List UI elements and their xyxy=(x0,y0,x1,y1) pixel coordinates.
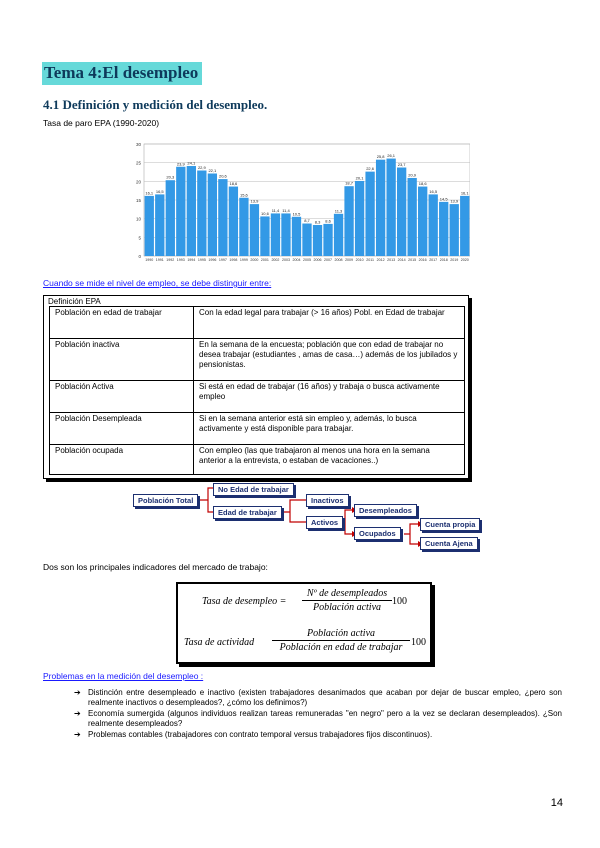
bar xyxy=(208,173,217,256)
bar xyxy=(450,204,459,256)
x-tick-label: 1994 xyxy=(187,258,196,262)
formula-desempleo-lhs: Tasa de desempleo = xyxy=(202,596,287,607)
y-tick-label: 30 xyxy=(135,142,141,147)
node-ocupados: Ocupados xyxy=(354,527,401,540)
data-label: 8,7 xyxy=(304,218,310,224)
data-label: 24,1 xyxy=(187,160,196,166)
formula-desempleo-mult: 100 xyxy=(392,596,407,607)
data-label: 20,1 xyxy=(355,175,364,181)
bar xyxy=(313,225,322,256)
epa-title: Definición EPA xyxy=(48,297,101,306)
node-cuenta-ajena: Cuenta Ajena xyxy=(420,537,478,550)
table-row xyxy=(50,307,465,339)
data-label: 13,9 xyxy=(450,198,459,204)
x-tick-label: 1991 xyxy=(155,258,164,262)
data-label: 22,1 xyxy=(208,167,217,173)
list-item: ➔ Economía sumergida (algunos individuos realizan tareas remuneradas "en negro" pero a la vez se declaran desempleados). ¿Son realmente desempleados? xyxy=(74,709,562,728)
data-label: 15,6 xyxy=(240,192,248,198)
x-tick-label: 2016 xyxy=(418,258,427,262)
epa-table xyxy=(49,306,465,475)
y-tick-label: 15 xyxy=(135,198,141,203)
bar xyxy=(365,172,374,256)
table-cell-term: Población Activa xyxy=(50,381,194,413)
data-label: 25,8 xyxy=(376,154,385,160)
bar xyxy=(197,171,206,256)
table-row xyxy=(50,339,465,381)
bar xyxy=(145,196,154,256)
x-tick-label: 1992 xyxy=(166,258,175,262)
x-tick-label: 2014 xyxy=(397,258,406,262)
table-cell-term: Población Desempleada xyxy=(50,413,194,445)
arrow-right-icon: ➔ xyxy=(74,730,81,739)
problems-list xyxy=(74,688,562,741)
node-inactivos: Inactivos xyxy=(306,494,349,507)
x-tick-label: 2013 xyxy=(387,258,396,262)
table-cell-def: Con empleo (las que trabajaron al menos una hora en la semana anterior a la entrevista, o estaban de vacaciones..) xyxy=(194,445,465,475)
x-tick-label: 1995 xyxy=(197,258,206,262)
section-subtitle: 4.1 Definición y medición del desempleo. xyxy=(43,97,268,112)
link-distinguir[interactable]: Cuando se mide el nivel de empleo, se debe distinguir entre: xyxy=(43,278,272,288)
formula-desempleo-den: Población activa xyxy=(312,602,382,613)
bar xyxy=(408,178,417,256)
data-label: 22,9 xyxy=(197,165,206,171)
bar xyxy=(250,204,259,256)
data-label: 20,6 xyxy=(218,173,227,179)
bar xyxy=(155,194,164,256)
x-tick-label: 2000 xyxy=(250,258,259,262)
data-label: 10,5 xyxy=(292,211,301,217)
link-problemas[interactable]: Problemas en la medición del desempleo : xyxy=(43,671,204,681)
table-cell-def: En la semana de la encuesta; población que con edad de trabajar no desea trabajar (estudiantes , amas de casa…) además de los jubilados y pensionistas. xyxy=(194,339,465,381)
formula-actividad-lhs: Tasa de actividad xyxy=(184,637,255,648)
node-desempleados: Desempleados xyxy=(354,504,417,517)
page-number: 14 xyxy=(550,797,563,809)
bar xyxy=(460,196,469,256)
data-label: 23,9 xyxy=(176,161,185,167)
data-label: 8,6 xyxy=(325,218,331,224)
data-label: 11,4 xyxy=(271,207,280,213)
x-tick-label: 1993 xyxy=(176,258,185,262)
table-row xyxy=(50,445,465,475)
bar xyxy=(187,166,196,256)
bar xyxy=(218,179,227,256)
x-tick-label: 2005 xyxy=(303,258,311,262)
data-label: 16,5 xyxy=(155,188,164,194)
x-tick-label: 2011 xyxy=(366,258,374,262)
x-tick-label: 2015 xyxy=(408,258,417,262)
x-tick-label: 2009 xyxy=(345,258,354,262)
data-label: 16,5 xyxy=(429,188,438,194)
data-label: 10,6 xyxy=(261,210,269,216)
bar xyxy=(302,224,311,256)
bar xyxy=(386,159,395,256)
bar xyxy=(397,168,406,256)
y-tick-label: 20 xyxy=(135,179,141,185)
chart-caption: Tasa de paro EPA (1990-2020) xyxy=(43,118,160,128)
x-tick-label: 1999 xyxy=(239,258,248,262)
bar xyxy=(355,181,364,256)
bar xyxy=(281,213,290,256)
x-tick-label: 2019 xyxy=(450,258,459,262)
formula-actividad-fraction xyxy=(272,628,410,653)
x-tick-label: 2010 xyxy=(355,258,364,262)
y-tick-label: 10 xyxy=(135,216,141,222)
formula-desempleo-fraction xyxy=(302,588,392,613)
node-activos: Activos xyxy=(306,516,343,529)
list-item: ➔ Distinción entre desempleado e inactivo (existen trabajadores desanimados que acaban por dejar de buscar empleo, ¿pero son realmente inactivos o desempleados?, ¿cómo los definimos?) xyxy=(74,688,562,707)
table-cell-def: Con la edad legal para trabajar (> 16 años) Pobl. en Edad de trabajar xyxy=(194,307,465,339)
x-tick-label: 2002 xyxy=(271,258,280,262)
x-tick-label: 2006 xyxy=(313,258,322,262)
bar xyxy=(239,198,248,256)
formula-actividad-num: Población activa xyxy=(306,628,376,639)
table-row xyxy=(50,381,465,413)
x-tick-label: 1998 xyxy=(229,258,238,262)
bar xyxy=(166,180,175,256)
table-cell-term: Población en edad de trabajar xyxy=(50,307,194,339)
y-tick-label: 25 xyxy=(135,160,141,166)
bar xyxy=(292,217,301,256)
unemployment-bar-chart xyxy=(130,138,470,268)
bar xyxy=(271,213,280,256)
bar xyxy=(176,167,185,256)
bar xyxy=(344,186,353,256)
data-label: 26,1 xyxy=(387,153,396,159)
bar xyxy=(334,214,343,256)
list-item: ➔ Problemas contables (trabajadores con contrato temporal versus trabajadores fijos discontinuos). xyxy=(74,730,433,739)
table-cell-def: Si en la semana anterior está sin empleo y, además, lo busca activamente y está disponible para trabajar. xyxy=(194,413,465,445)
x-tick-label: 2001 xyxy=(260,258,269,262)
node-cuenta-propia: Cuenta propia xyxy=(420,518,480,531)
node-no-edad: No Edad de trabajar xyxy=(213,483,294,496)
page-title: Tema 4:El desempleo xyxy=(42,62,202,85)
table-cell-term: Población inactiva xyxy=(50,339,194,381)
node-edad-trabajar: Edad de trabajar xyxy=(213,506,282,519)
table-cell-def: Si está en edad de trabajar (16 años) y trabaja o busca activamente empleo xyxy=(194,381,465,413)
data-label: 11,4 xyxy=(282,207,290,213)
bar xyxy=(260,216,269,256)
table-row xyxy=(50,413,465,445)
x-tick-label: 2017 xyxy=(429,258,438,262)
epa-definitions-box xyxy=(43,295,469,479)
x-tick-label: 2008 xyxy=(334,258,343,262)
data-label: 20,3 xyxy=(166,174,175,180)
x-tick-label: 2004 xyxy=(292,258,301,262)
x-tick-label: 2018 xyxy=(439,258,448,262)
y-tick-label: 0 xyxy=(138,254,141,259)
arrow-right-icon: ➔ xyxy=(74,688,81,697)
bar xyxy=(439,202,448,256)
bar xyxy=(418,187,427,256)
indicadores-text: Dos son los principales indicadores del mercado de trabajo: xyxy=(43,562,268,572)
arrow-right-icon: ➔ xyxy=(74,709,81,718)
node-poblacion-total: Población Total xyxy=(133,494,198,507)
x-tick-label: 2007 xyxy=(324,258,333,262)
bar xyxy=(376,160,385,256)
y-tick-label: 5 xyxy=(138,235,141,241)
data-label: 22,6 xyxy=(366,166,374,172)
formula-desempleo-num: Nº de desempleados xyxy=(306,588,388,599)
x-tick-label: 2003 xyxy=(281,258,290,262)
x-tick-label: 1997 xyxy=(218,258,227,262)
x-tick-label: 2012 xyxy=(376,258,385,262)
x-tick-label: 1996 xyxy=(208,258,217,262)
data-label: 11,3 xyxy=(334,208,343,214)
data-label: 8,3 xyxy=(314,219,321,225)
data-label: 13,9 xyxy=(250,198,259,204)
data-label: 20,9 xyxy=(408,172,417,178)
bar xyxy=(229,187,238,256)
formula-actividad-den: Población en edad de trabajar xyxy=(279,642,403,653)
data-label: 18,7 xyxy=(345,180,353,186)
x-tick-label: 2020 xyxy=(460,258,469,262)
x-tick-label: 1990 xyxy=(145,258,154,262)
data-label: 16,1 xyxy=(145,190,154,196)
data-label: 14,5 xyxy=(439,196,448,202)
formula-actividad-mult: 100 xyxy=(411,637,426,648)
bar xyxy=(323,224,332,256)
data-label: 16,1 xyxy=(460,190,469,196)
formula-box xyxy=(176,582,432,664)
data-label: 23,7 xyxy=(397,162,406,168)
bar xyxy=(429,194,438,256)
data-label: 18,6 xyxy=(229,181,238,187)
data-label: 18,6 xyxy=(418,181,427,187)
table-cell-term: Población ocupada xyxy=(50,445,194,475)
